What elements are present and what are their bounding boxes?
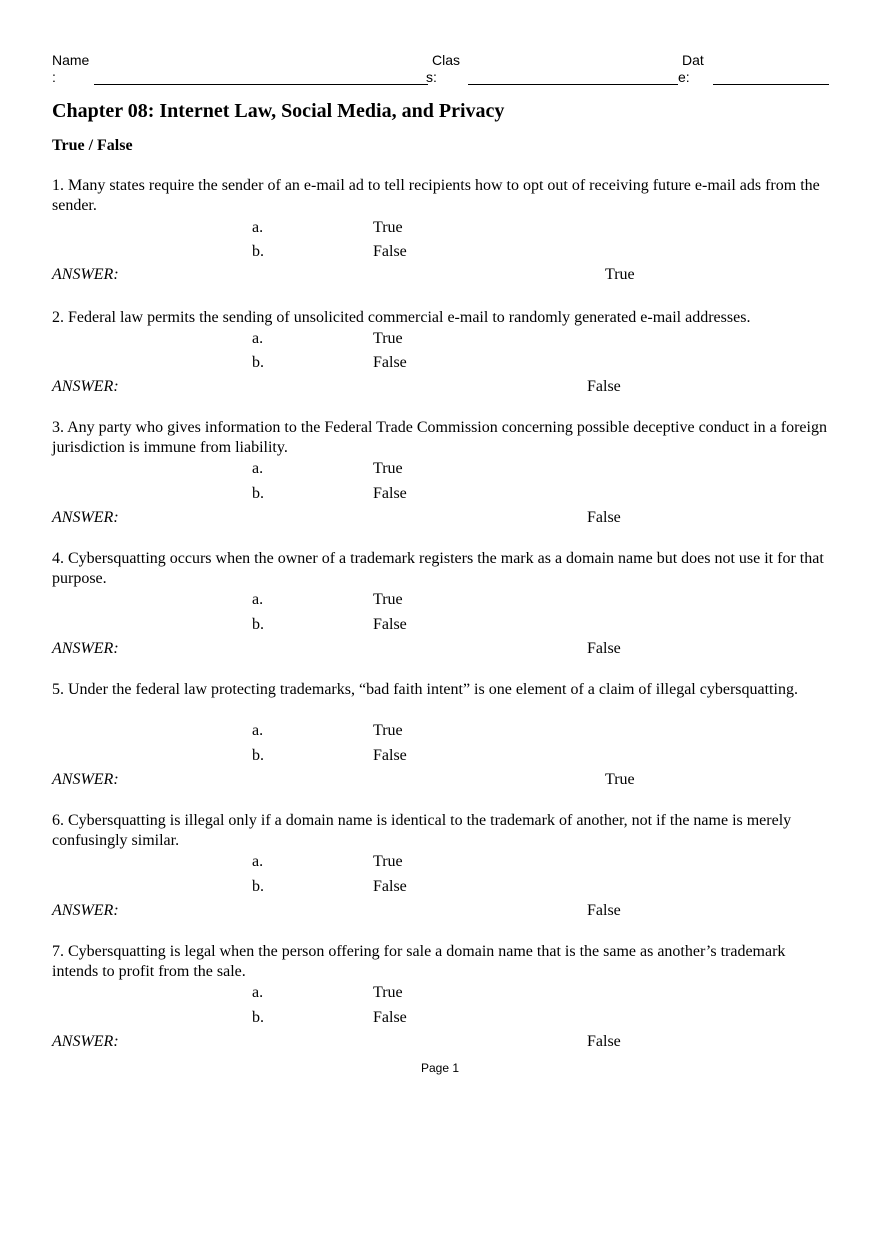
question-4-option-b: False <box>373 616 407 633</box>
question-3-option-a-letter: a. <box>252 460 264 477</box>
question-5-option-a-letter: a. <box>252 722 264 739</box>
chapter-title: Chapter 08: Internet Law, Social Media, and Privacy <box>52 100 505 122</box>
question-2-answer-label: ANSWER: <box>52 378 119 395</box>
question-7-answer: False <box>587 1033 621 1050</box>
name-label-top: Name <box>52 52 90 68</box>
question-3-option-b: False <box>373 485 407 502</box>
question-3-answer-label: ANSWER: <box>52 509 119 526</box>
question-4-option-a: True <box>373 591 403 608</box>
class-label-top: Clas <box>432 52 461 68</box>
question-6-answer: False <box>587 902 621 919</box>
question-6-text: 6. Cybersquatting is illegal only if a domain name is identical to the trademark of another, not if the name is merely confusingly similar. <box>52 812 792 849</box>
question-7-text: 7. Cybersquatting is legal when the person offering for sale a domain name that is the same as another’s trademark intends to profit from the sale. <box>52 943 786 980</box>
question-6-option-b: False <box>373 878 407 895</box>
question-1-option-b-letter: b. <box>252 243 264 260</box>
question-2-text: 2. Federal law permits the sending of unsolicited commercial e-mail to randomly generated e-mail addresses. <box>52 309 751 326</box>
question-6-option-a: True <box>373 853 403 870</box>
question-4-answer: False <box>587 640 621 657</box>
name-label-bottom: : <box>52 69 56 85</box>
question-1-option-b: False <box>373 243 407 260</box>
question-5-text: 5. Under the federal law protecting trademarks, “bad faith intent” is one element of a claim of illegal cybersquatting. <box>52 681 798 698</box>
question-1-answer: True <box>605 266 635 283</box>
question-6-option-b-letter: b. <box>252 878 264 895</box>
question-4-option-b-letter: b. <box>252 616 264 633</box>
question-7-option-a: True <box>373 984 403 1001</box>
question-2-option-b: False <box>373 354 407 371</box>
question-6-option-a-letter: a. <box>252 853 264 870</box>
question-1-text: 1. Many states require the sender of an e-mail ad to tell recipients how to opt out of receiving future e-mail ads from the sender. <box>52 177 820 214</box>
question-7-option-b: False <box>373 1009 407 1026</box>
question-7-answer-label: ANSWER: <box>52 1033 119 1050</box>
section-heading: True / False <box>52 137 133 154</box>
question-7-option-b-letter: b. <box>252 1009 264 1026</box>
question-2-option-a: True <box>373 330 403 347</box>
question-5-option-b-letter: b. <box>252 747 264 764</box>
question-1-option-a: True <box>373 219 403 236</box>
question-5-option-b: False <box>373 747 407 764</box>
question-7-option-a-letter: a. <box>252 984 264 1001</box>
date-field-line[interactable] <box>713 84 829 85</box>
question-3-option-b-letter: b. <box>252 485 264 502</box>
question-2-option-b-letter: b. <box>252 354 264 371</box>
question-2-option-a-letter: a. <box>252 330 264 347</box>
question-2-answer: False <box>587 378 621 395</box>
question-3-option-a: True <box>373 460 403 477</box>
date-label-top: Dat <box>682 52 704 68</box>
class-field-line[interactable] <box>468 84 678 85</box>
class-label-bottom: s: <box>426 69 437 85</box>
question-3-text: 3. Any party who gives information to the Federal Trade Commission concerning possible deceptive conduct in a foreign jurisdiction is immune from liability. <box>52 419 827 456</box>
question-4-text: 4. Cybersquatting occurs when the owner of a trademark registers the mark as a domain name but does not use it for that purpose. <box>52 550 824 587</box>
question-5-answer-label: ANSWER: <box>52 771 119 788</box>
name-field-line[interactable] <box>94 84 428 85</box>
question-1-answer-label: ANSWER: <box>52 266 119 283</box>
question-5-answer: True <box>605 771 635 788</box>
page-number: Page 1 <box>420 1061 460 1075</box>
question-1-option-a-letter: a. <box>252 219 264 236</box>
date-label-bottom: e: <box>678 69 690 85</box>
question-5-option-a: True <box>373 722 403 739</box>
question-3-answer: False <box>587 509 621 526</box>
question-6-answer-label: ANSWER: <box>52 902 119 919</box>
question-4-answer-label: ANSWER: <box>52 640 119 657</box>
question-4-option-a-letter: a. <box>252 591 264 608</box>
